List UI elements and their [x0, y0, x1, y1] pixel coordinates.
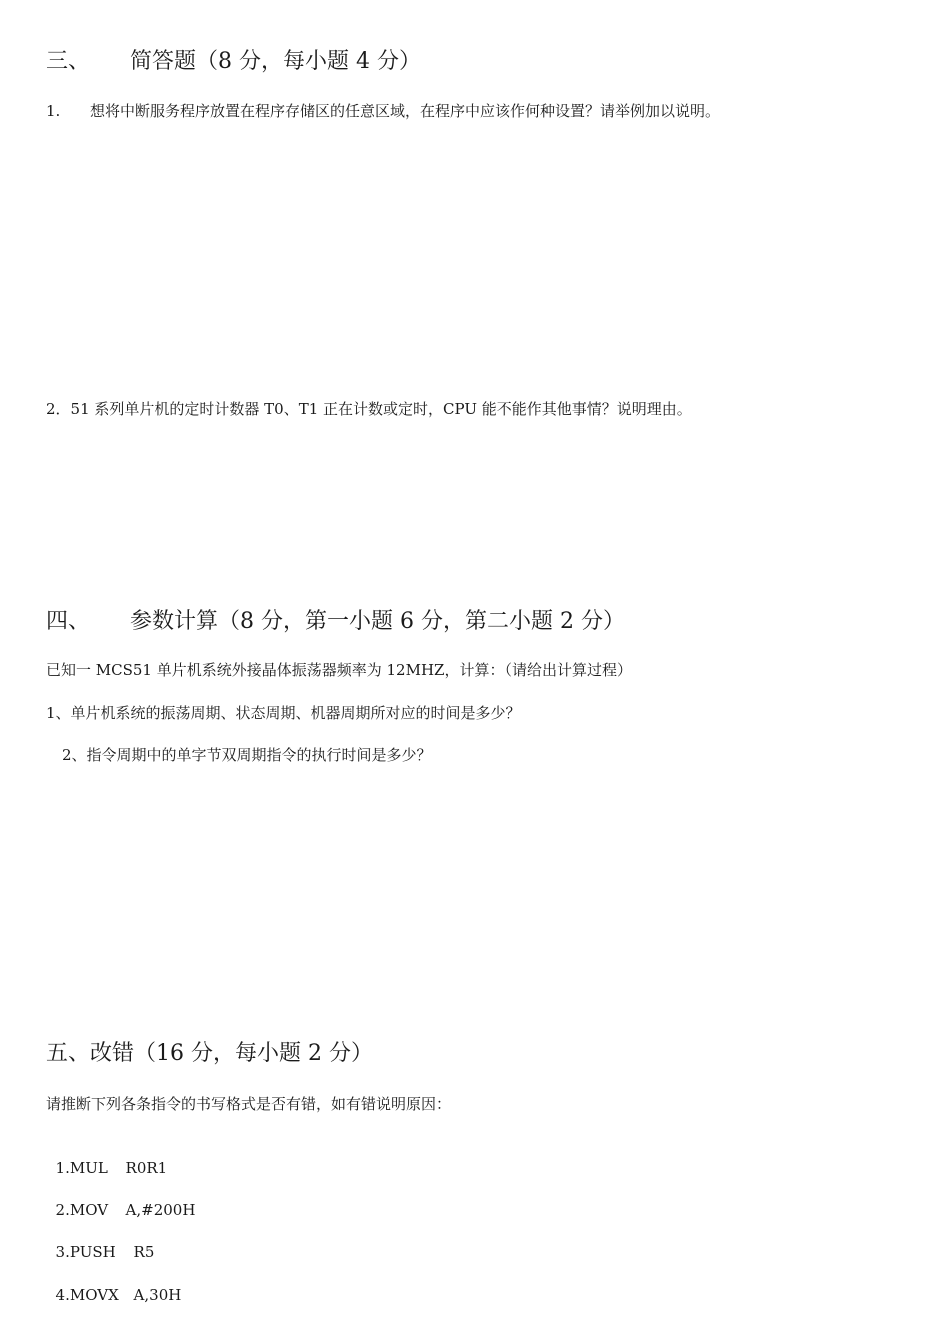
- question-3-1-number: 1.: [46, 102, 61, 120]
- instruction-opcode: 4.MOVX: [55, 1286, 119, 1304]
- instruction-operands: A,#200H: [125, 1201, 196, 1219]
- section-4-intro: 已知一 MCS51 单片机系统外接晶体振荡器频率为 12MHZ，计算：（请给出计算过程）: [46, 661, 632, 679]
- question-3-2-text: 2．51 系列单片机的定时计数器 T0、T1 正在计数或定时，CPU 能不能作其他事情？说明理由。: [46, 400, 692, 418]
- instruction-item: [46, 1262, 181, 1306]
- instruction-operands: R5: [133, 1243, 155, 1261]
- section-3-number: 三、: [46, 49, 91, 74]
- instruction-opcode: 3.PUSH: [55, 1243, 116, 1261]
- instruction-item: [46, 1135, 167, 1179]
- instruction-operands: R0R1: [125, 1159, 168, 1177]
- instruction-operands: A,30H: [133, 1286, 182, 1304]
- question-3-1-text: 想将中断服务程序放置在程序存储区的任意区域，在程序中应该作何种设置？请举例加以说明。: [90, 102, 721, 120]
- section-4-number: 四、: [46, 609, 91, 634]
- instruction-item: [46, 1177, 195, 1221]
- section-5-title: 五、改错（16 分，每小题 2 分）: [46, 1041, 373, 1066]
- question-4-1-text: 1、单片机系统的振荡周期、状态周期、机器周期所对应的时间是多少？: [46, 704, 521, 722]
- section-5-intro: 请推断下列各条指令的书写格式是否有错，如有错说明原因：: [46, 1095, 452, 1113]
- instruction-opcode: 1.MUL: [55, 1159, 108, 1177]
- instruction-item: [46, 1219, 154, 1263]
- section-4-title: 参数计算（8 分，第一小题 6 分，第二小题 2 分）: [130, 609, 625, 634]
- instruction-opcode: 2.MOV: [55, 1201, 109, 1219]
- question-4-2-text: 2、指令周期中的单字节双周期指令的执行时间是多少？: [62, 746, 432, 764]
- section-3-title: 简答题（8 分，每小题 4 分）: [130, 49, 421, 74]
